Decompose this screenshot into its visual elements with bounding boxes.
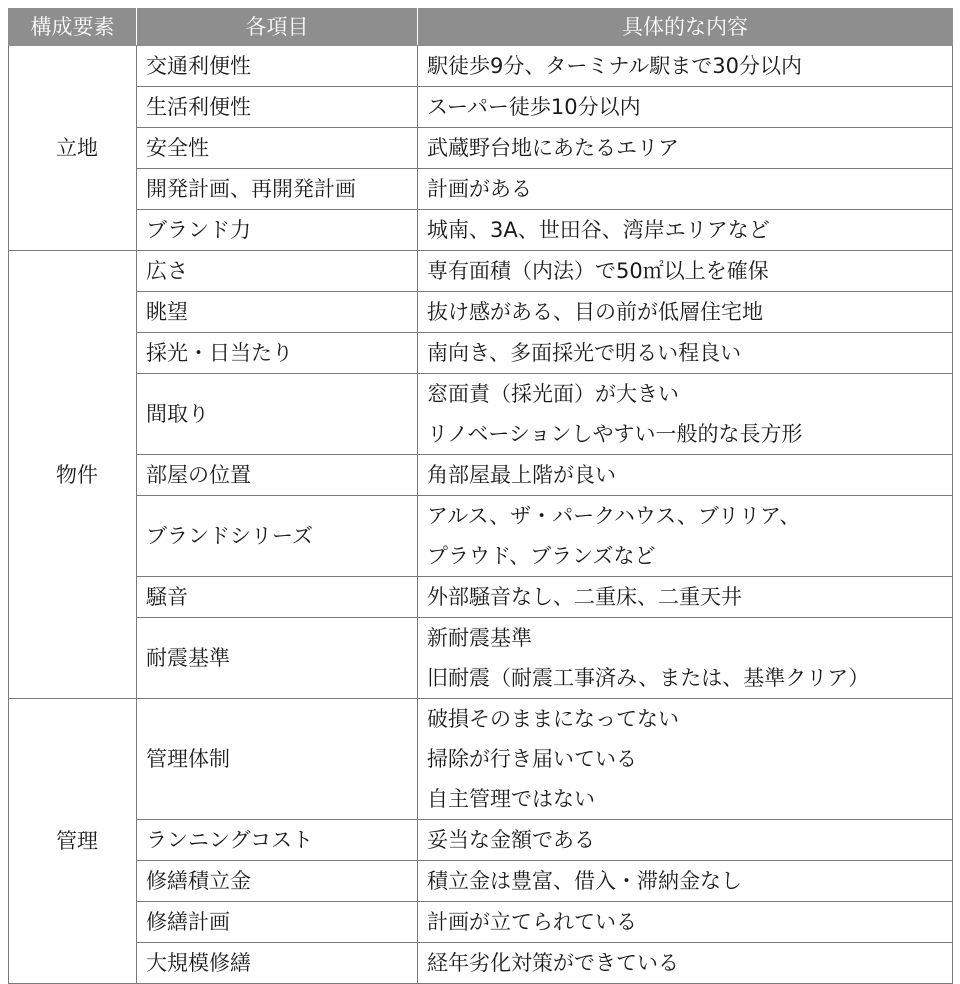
detail-cell: 南向き、多面採光で明るい程良い xyxy=(418,333,953,374)
detail-line: 旧耐震（耐震工事済み、または、基準クリア） xyxy=(427,666,870,690)
detail-line: アルス、ザ・パークハウス、ブリリア、 xyxy=(427,504,801,528)
detail-line: 新耐震基準 xyxy=(427,626,532,650)
group-label: 立地 xyxy=(9,46,137,251)
item-label: 間取り xyxy=(137,374,418,455)
detail-cell: 積立金は豊富、借入・滞納金なし xyxy=(418,861,953,902)
detail-cell: 計画がある xyxy=(418,169,953,210)
table-row xyxy=(9,496,953,577)
table-row xyxy=(9,333,953,374)
table-row xyxy=(9,455,953,496)
item-label: 大規模修繕 xyxy=(137,943,418,984)
table-row xyxy=(9,374,953,455)
item-label: 交通利便性 xyxy=(137,46,418,87)
detail-cell: 武蔵野台地にあたるエリア xyxy=(418,128,953,169)
detail-line: 掃除が行き届いている xyxy=(427,747,637,771)
criteria-table xyxy=(8,8,953,984)
item-label: 修繕計画 xyxy=(137,902,418,943)
table-row xyxy=(9,699,953,820)
item-label: 生活利便性 xyxy=(137,87,418,128)
table-row xyxy=(9,46,953,87)
header-component: 構成要素 xyxy=(9,9,137,46)
detail-cell: 専有面積（内法）で50㎡以上を確保 xyxy=(418,251,953,292)
group-label: 物件 xyxy=(9,251,137,699)
detail-cell: 経年劣化対策ができている xyxy=(418,943,953,984)
detail-cell: 角部屋最上階が良い xyxy=(418,455,953,496)
table-row xyxy=(9,292,953,333)
detail-cell xyxy=(418,496,953,577)
item-label: 修繕積立金 xyxy=(137,861,418,902)
detail-line: リノベーションしやすい一般的な長方形 xyxy=(427,422,803,446)
table-row xyxy=(9,902,953,943)
item-label: 安全性 xyxy=(137,128,418,169)
detail-cell xyxy=(418,699,953,820)
item-label: 開発計画、再開発計画 xyxy=(137,169,418,210)
item-label: 管理体制 xyxy=(137,699,418,820)
table-row xyxy=(9,820,953,861)
item-label: 広さ xyxy=(137,251,418,292)
detail-cell: 抜け感がある、目の前が低層住宅地 xyxy=(418,292,953,333)
table-row xyxy=(9,128,953,169)
table-row xyxy=(9,169,953,210)
header-row xyxy=(9,9,953,46)
item-label: 耐震基準 xyxy=(137,618,418,699)
table-row xyxy=(9,861,953,902)
detail-line: 破損そのままになってない xyxy=(427,707,679,731)
table-body xyxy=(9,46,953,984)
detail-line: プラウド、ブランズなど xyxy=(427,544,656,568)
item-label: 採光・日当たり xyxy=(137,333,418,374)
detail-line: 自主管理ではない xyxy=(427,787,595,811)
detail-cell: 計画が立てられている xyxy=(418,902,953,943)
item-label: 部屋の位置 xyxy=(137,455,418,496)
table-row xyxy=(9,943,953,984)
detail-cell: 駅徒歩9分、ターミナル駅まで30分以内 xyxy=(418,46,953,87)
table-row xyxy=(9,251,953,292)
header-item: 各項目 xyxy=(137,9,418,46)
detail-cell xyxy=(418,618,953,699)
item-label: 眺望 xyxy=(137,292,418,333)
detail-cell: スーパー徒歩10分以内 xyxy=(418,87,953,128)
header-details: 具体的な内容 xyxy=(418,9,953,46)
table-row xyxy=(9,210,953,251)
detail-cell: 妥当な金額である xyxy=(418,820,953,861)
detail-cell: 城南、3A、世田谷、湾岸エリアなど xyxy=(418,210,953,251)
table-row xyxy=(9,87,953,128)
detail-cell xyxy=(418,374,953,455)
table-row xyxy=(9,618,953,699)
detail-cell: 外部騒音なし、二重床、二重天井 xyxy=(418,577,953,618)
item-label: ブランド力 xyxy=(137,210,418,251)
group-label: 管理 xyxy=(9,699,137,984)
table-header xyxy=(9,9,953,46)
item-label: ブランドシリーズ xyxy=(137,496,418,577)
item-label: 騒音 xyxy=(137,577,418,618)
item-label: ランニングコスト xyxy=(137,820,418,861)
detail-line: 窓面責（採光面）が大きい xyxy=(427,382,679,406)
table-row xyxy=(9,577,953,618)
